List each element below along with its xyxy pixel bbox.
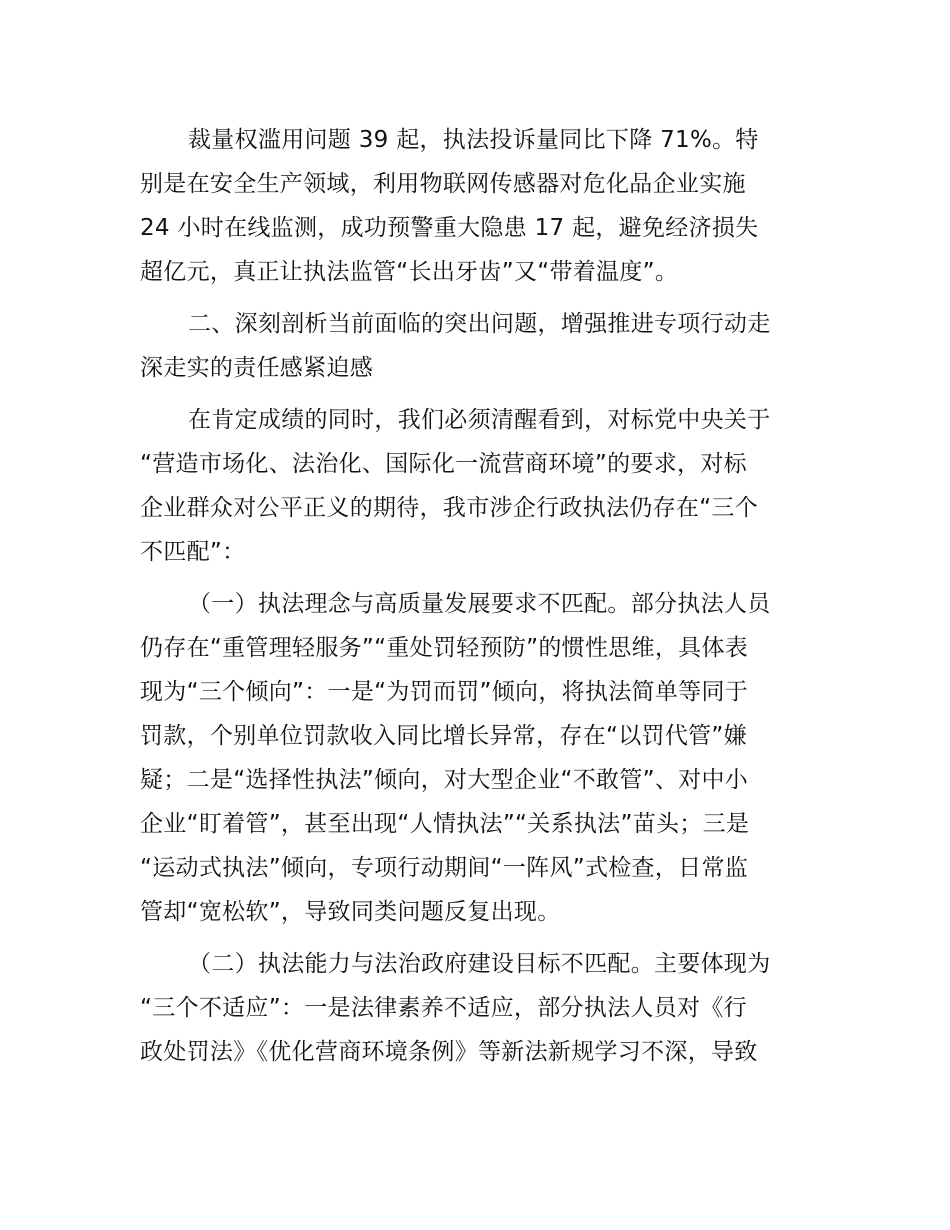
text-line: （二）执法能力与法治政府建设目标不匹配。主要体现为 <box>188 951 771 977</box>
text-line: 24 小时在线监测，成功预警重大隐患 17 起，避免经济损失 <box>140 215 759 241</box>
text-line: 别是在安全生产领域，利用物联网传感器对危化品企业实施 <box>140 171 746 197</box>
paragraph-achievement-tail <box>140 118 816 294</box>
text-line: 现为“三个倾向”：一是“为罚而罚”倾向，将执法简单等同于 <box>140 679 749 705</box>
text-line: 罚款，个别单位罚款收入同比增长异常，存在“以罚代管”嫌 <box>140 723 747 749</box>
text-line: 企业群众对公平正义的期待，我市涉企行政执法仍存在“三个 <box>140 495 759 521</box>
text-line: 裁量权滥用问题 39 起，执法投诉量同比下降 71%。特 <box>188 127 759 153</box>
text-line: 二、深刻剖析当前面临的突出问题，增强推进专项行动走 <box>188 311 771 337</box>
text-line: 不匹配”： <box>140 539 246 565</box>
text-line: 深走实的责任感紧迫感 <box>140 355 373 381</box>
text-line: 超亿元，真正让执法监管“长出牙齿”又“带着温度”。 <box>140 259 679 285</box>
paragraph-intro <box>140 398 816 574</box>
text-line: 疑；二是“选择性执法”倾向，对大型企业“不敢管”、对中小 <box>140 767 749 793</box>
text-line: 政处罚法》《优化营商环境条例》等新法新规学习不深，导致 <box>140 1039 758 1065</box>
text-line: 仍存在“重管理轻服务”“重处罚轻预防”的惯性思维，具体表 <box>140 635 749 661</box>
text-line: “营造市场化、法治化、国际化一流营商环境”的要求，对标 <box>140 451 747 477</box>
section-heading <box>140 302 816 390</box>
text-line: “三个不适应”：一是法律素养不适应，部分执法人员对《行 <box>140 995 747 1021</box>
text-line: 管却“宽松软”，导致同类问题反复出现。 <box>140 899 561 925</box>
paragraph-mismatch-two <box>140 942 816 1074</box>
text-line: 企业“盯着管”，甚至出现“人情执法”“关系执法”苗头；三是 <box>140 811 750 837</box>
text-line: （一）执法理念与高质量发展要求不匹配。部分执法人员 <box>188 591 771 617</box>
document-body <box>140 118 816 1082</box>
paragraph-mismatch-one <box>140 582 816 934</box>
text-line: 在肯定成绩的同时，我们必须清醒看到，对标党中央关于 <box>188 407 771 433</box>
text-line: “运动式执法”倾向，专项行动期间“一阵风”式检查，日常监 <box>140 855 749 881</box>
